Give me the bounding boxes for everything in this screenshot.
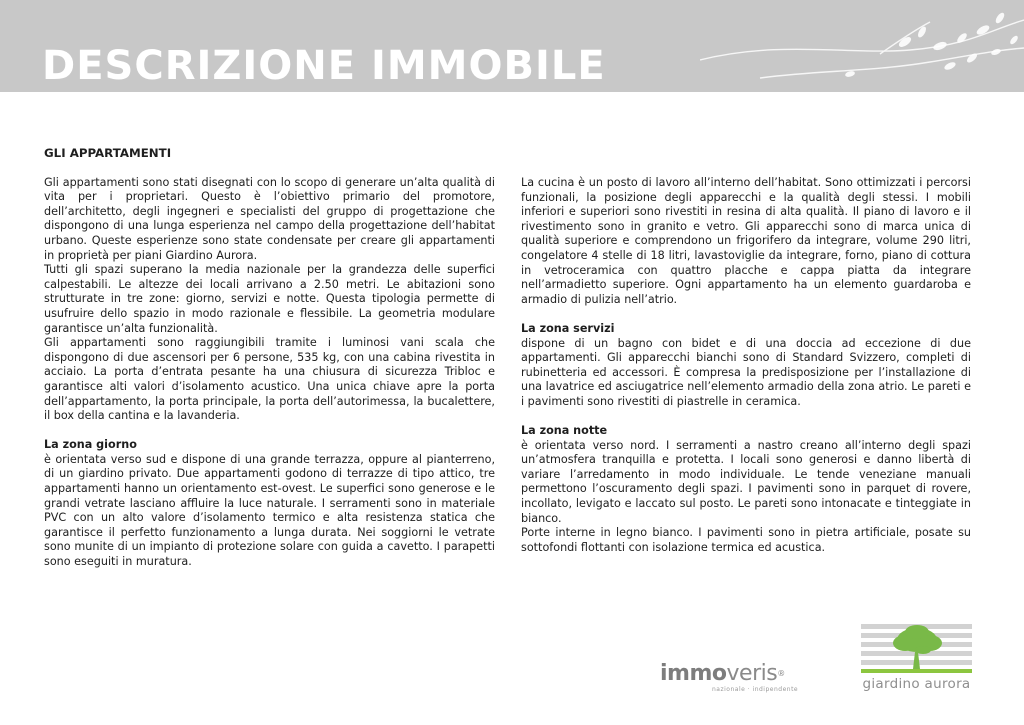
zona-servizi-heading: La zona servizi (521, 321, 615, 335)
immoveris-wordmark: immoveris® (660, 661, 785, 686)
left-column (44, 146, 495, 570)
header-banner (0, 0, 1024, 92)
right-column (521, 176, 971, 555)
zona-servizi-paragraph: dispone di un bagno con bidet e di una doccia ad eccezione di due appartamenti. Gli apparecchi bianchi sono di Standard Svizzero, completi di rubinetteria ed accessori. È compresa la predisposizione per l’installazione di una lavatrice ed asciugatrice nell’elemento armadio della zona atrio. Le pareti e i pavimenti sono rivestiti di piastrelle in ceramica. (521, 336, 971, 408)
decorative-vine-icon (700, 0, 1024, 92)
tree-icon (861, 622, 972, 674)
giardino-aurora-wordmark: giardino aurora (862, 676, 971, 692)
intro-paragraph-3: Gli appartamenti sono raggiungibili tramite i luminosi vani scala che dispongono di due ascensori per 6 persone, 535 kg, con una cabina rivestita in acciaio. La porta d’entrata pesante ha una chiusura di sicurezza Tribloc e garantisce alti valori d’isolamento acustico. Una unica chiave apre la porta dell’appartamento, la porta principale, la porta dell’autorimessa, la bucalettere, il box della cantina e la lavanderia. (44, 336, 495, 423)
intro-paragraph-2: Tutti gli spazi superano la media nazionale per la grandezza delle superfici calpestabili. Le altezze dei locali arrivano a 2.50 metri. Le abitazioni sono strutturate in tre zone: giorno, servizi e notte. Questa tipologia permette di usufruire dello spazio in modo razionale e flessibile. La geometria modulare garantisce un’alta funzionalità. (44, 263, 495, 335)
zona-giorno-paragraph: è orientata verso sud e dispone di una grande terrazza, oppure al pianterreno, di un giardino privato. Due appartamenti godono di terrazze di tipo attico, tre appartamenti hanno un orientamento est-ovest. Le superfici sono generose e le grandi vetrate lasciano affluire la luce naturale. I serramenti sono in materiale PVC con un alto valore d’isolamento termico e alta resistenza statica che garantisce il perfetto funzionamento a lunga durata. Nei soggiorni le vetrate sono munite di un impianto di protezione solare con guida a cavetto. I parapetti sono eseguiti in muratura. (44, 452, 495, 569)
zona-notte-paragraph-2: Porte interne in legno bianco. I pavimenti sono in pietra artificiale, posate su sottofondi flottanti con isolazione termica ed acustica. (521, 526, 971, 554)
zona-notte-heading: La zona notte (521, 424, 608, 438)
immoveris-logo (660, 660, 800, 695)
intro-paragraph-1: Gli appartamenti sono stati disegnati con lo scopo di generare un’alta qualità di vita per i proprietari. Questo è l’obiettivo primario del promotore, dell’architetto, degli ingegneri e specialisti del gruppo di progettazione che dispongono di una lunga esperienza nel campo della progettazione dell’habitat urbano. Queste esperienze sono state condensate per creare gli appartamenti in proprietà per piani Giardino Aurora. (44, 175, 495, 262)
section-title: GLI APPARTAMENTI (44, 146, 172, 160)
giardino-aurora-logo (861, 620, 972, 698)
immoveris-tagline: nazionale · indipendente (712, 686, 799, 693)
page-title: DESCRIZIONE IMMOBILE (42, 43, 606, 89)
zona-giorno-heading: La zona giorno (44, 438, 137, 452)
zona-notte-paragraph: è orientata verso nord. I serramenti a nastro creano all’interno degli spazi un’atmosfera tranquilla e protetta. I locali sono generosi e danno libertà di variare l’arredamento in modo individuale. Le tende veneziane manuali permettono l’oscuramento degli spazi. I pavimenti sono in parquet di rovere, incollato, levigato e laccato sul posto. Le pareti sono intonacate e tinteggiate in bianco. (521, 438, 971, 525)
cucina-paragraph: La cucina è un posto di lavoro all’interno dell’habitat. Sono ottimizzati i percorsi funzionali, la posizione degli apparecchi e la qualità degli stessi. I mobili inferiori e superiori sono rivestiti in resina di alta qualità. Il piano di lavoro e il rivestimento sono in granito e vetro. Gli apparecchi sono di marca unica di qualità superiore e comprendono un frigorifero da integrare, volume 290 litri, congelatore 4 stelle di 18 litri, lavastoviglie da integrare, forno, piano di cottura in vetroceramica con quattro placche e cappa piatta da integrare nell’armadietto superiore. Ogni appartamento ha un elemento guardaroba e armadio di pulizia nell’atrio. (521, 176, 971, 306)
